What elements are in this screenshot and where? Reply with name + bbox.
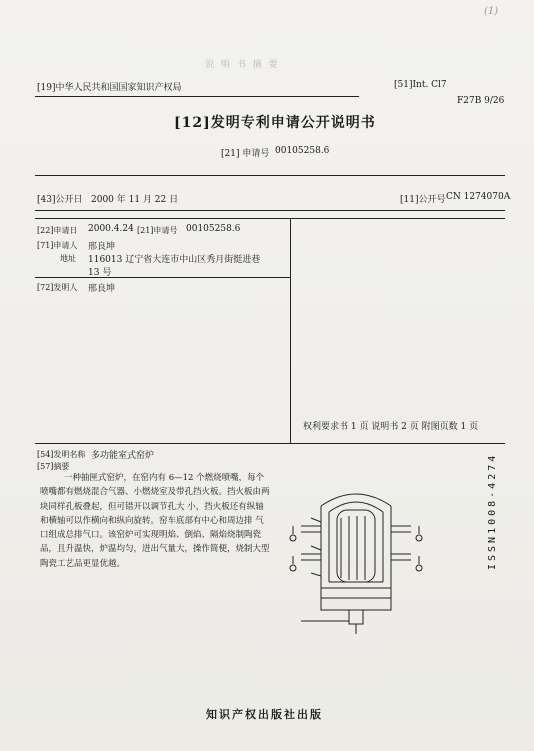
pub-date-label: [43]公开日	[37, 195, 83, 205]
corner-handwritten-mark: (1)	[484, 6, 499, 17]
rule-top	[35, 175, 505, 176]
invention-name: 多功能室式窑炉	[91, 451, 155, 461]
rule-before-abstract	[35, 443, 505, 444]
ipc-code: F27B 9/26	[457, 96, 505, 106]
biblio-appno: 00105258.6	[186, 224, 241, 234]
kiln-diagram	[281, 478, 431, 638]
inventor-label: [72]发明人	[37, 283, 78, 292]
address-label: 地址	[60, 254, 76, 263]
pub-date: 2000 年 11 月 22 日	[91, 195, 179, 205]
filed-date: 2000.4.24	[88, 224, 134, 234]
inventor: 邢良坤	[88, 284, 116, 294]
office-name: [19]中华人民共和国国家知识产权局	[37, 83, 182, 93]
abstract-label: [57]摘要	[37, 462, 70, 471]
address-line-2: 13 号	[88, 268, 112, 278]
publisher: 知识产权出版社出版	[206, 708, 323, 721]
applicant-label: [71]申请人	[37, 241, 78, 250]
pub-number: CN 1274070A	[446, 192, 511, 202]
page-counts: 权利要求书 1 页 说明书 2 页 附图页数 1 页	[303, 422, 479, 432]
issn-vertical: ISSN1008-4274	[487, 452, 498, 570]
abstract-text: 一种抽匣式窑炉，在窑内有 6—12 个燃烧喷嘴，每个喷嘴都有燃烧混合气器、小燃烧室及带孔挡火板。挡火板由两块同样孔板叠起，但可错开以调节孔大 小，挡火板还有纵轴和横轴可以作横向和纵向旋转。窑车底部有中心和周边排 气口组成总排气口。该窑炉可实现明焰、倒焰、隔焰烧制陶瓷品，且升温快，炉温均匀，进出气量大，操作简便，烧制大型陶瓷工艺品更显优越。	[40, 473, 270, 569]
header-rule	[35, 96, 359, 97]
ghost-bleed-text: 说 明 书 摘 要	[205, 60, 280, 70]
rule-after-pub	[35, 210, 505, 211]
pub-number-label: [11]公开号	[400, 195, 446, 205]
applicant: 邢良坤	[88, 242, 116, 252]
application-number: 00105258.6	[275, 146, 330, 156]
filed-label: [22]申请日	[37, 226, 78, 235]
rule-before-inventor	[35, 277, 290, 278]
application-number-label: [21] 申请号	[221, 149, 270, 159]
document-title: [12]发明专利申请公开说明书	[174, 115, 376, 131]
address-line-1: 116013 辽宁省大连市中山区秀月街挺进巷	[88, 255, 261, 265]
int-cl-label: [51]Int. Cl7	[394, 80, 447, 90]
rule-biblio-top	[35, 218, 505, 219]
invention-name-label: [54]发明名称	[37, 450, 86, 459]
column-divider	[290, 218, 291, 443]
biblio-appno-label: [21]申请号	[137, 226, 178, 235]
